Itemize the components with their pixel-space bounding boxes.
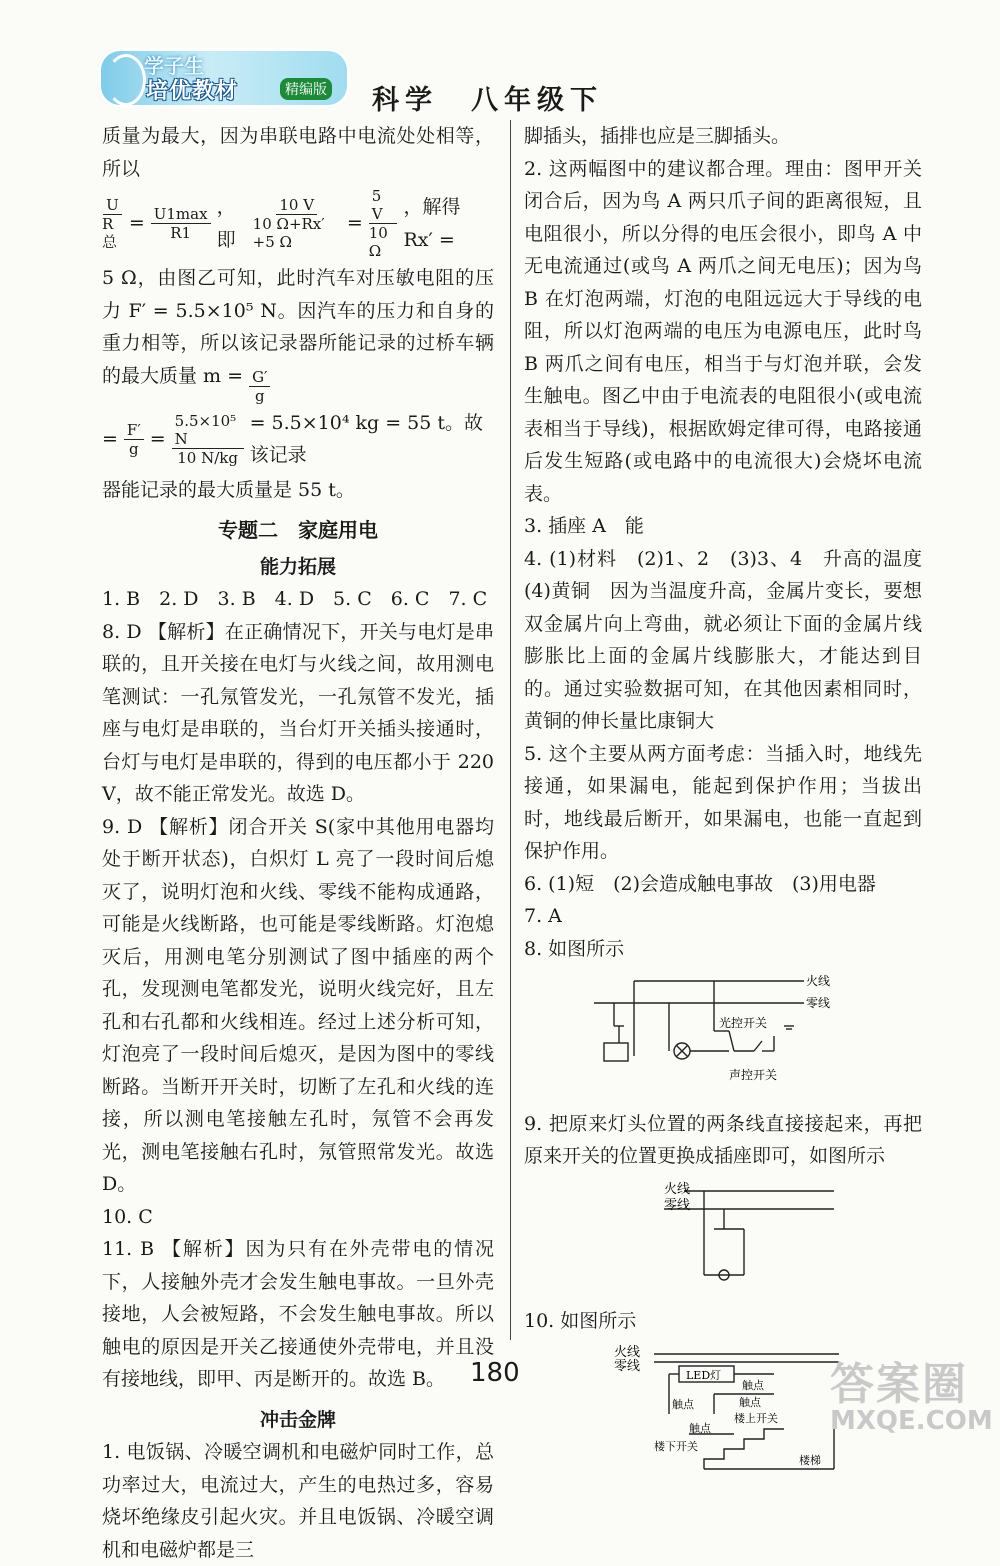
label-contact: 触点 [739, 1395, 761, 1409]
watermark-text: 答案圈 [830, 1359, 968, 1410]
page-header [0, 0, 1000, 115]
watermark [830, 1348, 993, 1438]
label-down-switch: 楼下开关 [654, 1439, 698, 1453]
label-led: LED灯 [686, 1368, 722, 1382]
answer-r5: 5. 这个主要从两方面考虑：当插入时，地线先接通，如果漏电，能起到保护作用；当拔出时，地线最后断开，如果漏电，也能一直起到保护作用。 [524, 742, 922, 862]
answer-r9: 9. 把原来灯头位置的两条线直接接起来，再把原来开关的位置更换成插座即可，如图所示 [524, 1112, 922, 1167]
label-contact: 触点 [742, 1378, 764, 1392]
fraction: $\frac{U}{\text{R总}}$ [102, 196, 123, 251]
fraction: $\frac{5 V}{10 \Omega}$ [369, 187, 398, 260]
circuit-diagram-9 [644, 1179, 844, 1289]
label-contact: 触点 [672, 1397, 694, 1411]
logo-top-text: 学子生 [144, 54, 204, 78]
label-neutral: 零线 [806, 996, 831, 1010]
right-column [524, 120, 942, 1490]
answer-r6: 6. (1)短 (2)会造成触电事故 (3)用电器 [524, 872, 876, 895]
fraction: $\frac{10 V}{10 \Omega+Rx'+5 \Omega}$ [252, 196, 325, 251]
answer-r8: 8. 如图所示 [524, 937, 625, 960]
answer-r7: 7. A [524, 905, 562, 927]
equation-1: $\frac{U}{\text{R总}}$ = $\frac{U1\max}{R1}$ ，即 $\frac{10 V}{10 \Omega+Rx'+5 \Omega}$ = $\frac{5 V}{10 \Omega}$ ，解得 Rx′ = [102, 187, 461, 260]
answer-10: 10. C [102, 1205, 153, 1228]
section-heading-gold: 冲击金牌 [259, 1408, 336, 1431]
label-live: 火线 [614, 1344, 641, 1360]
label-stairs: 楼梯 [799, 1453, 821, 1467]
left-para-2: 5 Ω，由图乙可知，此时汽车对压敏电阻的压力 F′ = 5.5×10⁵ N。因汽车的压力和自身的重力相等，所以该记录器所能记录的过桥车辆的最大质量 m = $\frac{G'}{g}$ [102, 267, 494, 405]
label-live: 火线 [806, 974, 831, 988]
left-para-1: 质量为最大，因为串联电路中电流处处相等，所以 [102, 125, 494, 180]
section-heading-ability: 能力拓展 [259, 555, 336, 578]
page-number: 180 [470, 1358, 520, 1388]
answer-9: 9. D 【解析】闭合开关 S(家中其他用电器均处于断开状态)，白炽灯 L 亮了一段时间后熄灭了，说明灯泡和火线、零线不能构成通路，可能是火线断路，也可能是零线断路。灯泡熄灭后，用测电笔分别测试了图中插座的两个孔，发现测电笔都发光，说明火线完好，且左孔和右孔都和火线相连。经过上述分析可知，灯泡亮了一段时间后熄灭，是因为图中的零线断路。当断开开关时，切断了左孔和火线的连接，所以测电笔接触左孔时，氖管不会再发光，测电笔接触右孔时，氖管照常发光。故选 D。 [102, 815, 494, 1195]
answer-r4: 4. (1)材料 (2)1、2 (3)3、4 升高的温度 (4)黄铜 因为当温度升高，金属片变长，要想双金属片向上弯曲，就必须让下面的金属片线膨胀比上面的金属片线膨胀大，才能达到目的。通过实验数据可知，在其他因素相同时，黄铜的伸长量比康铜大 [524, 547, 942, 732]
left-para-3: 器能记录的最大质量是 55 t。 [102, 478, 355, 501]
label-contact: 触点 [689, 1421, 711, 1435]
right-para-0: 脚插头，插排也应是三脚插头。 [524, 125, 791, 147]
label-up-switch: 楼上开关 [734, 1411, 778, 1425]
fraction: $\frac{\text{5.5×10⁵ N}}{10 N/kg}$ [172, 412, 244, 467]
left-column [102, 120, 494, 1566]
label-neutral: 零线 [614, 1358, 641, 1374]
gold-answer-1: 1. 电饭锅、冷暖空调机和电磁炉同时工作，总功率过大，电流过大，产生的电热过多，容易烧坏绝缘皮引起火灾。并且电饭锅、冷暖空调机和电磁炉都是三 [102, 1441, 494, 1561]
answer-11: 11. B 【解析】因为只有在外壳带电的情况下，人接触外壳才会发生触电事故。一旦外壳接地，人会被短路，不会发生触电事故。所以触电的原因是开关乙接通使外壳带电，并且没有接地线，即甲、丙是断开的。故选 B。 [102, 1238, 494, 1390]
logo-swirl-icon [106, 54, 146, 106]
fraction: $\frac{G'}{g}$ [249, 368, 270, 405]
label-live: 火线 [664, 1181, 691, 1197]
answer-r3: 3. 插座 A 能 [524, 515, 644, 537]
label-light-switch: 光控开关 [719, 1016, 768, 1030]
logo-main-text: 培优教材 [146, 79, 239, 104]
label-neutral: 零线 [664, 1197, 691, 1213]
subject-title: 科学 八年级下 [372, 85, 603, 116]
book-logo [98, 48, 350, 108]
equation-3: = $\frac{F'}{g}$ = $\frac{\text{5.5×10⁵ N}}{10 N/kg}$ = 5.5×10⁴ kg = 55 t。故该记录 [102, 411, 484, 467]
answer-8: 8. D 【解析】在正确情况下，开关与电灯是串联的，且开关接在电灯与火线之间，故用测电笔测试：一孔氖管发光，一孔氖管不发光，插座与电灯是串联的，当台灯开关插头接通时，台灯与电灯是串联的，得到的电压都小于 220 V，故不能正常发光。故选 D。 [102, 620, 494, 805]
column-divider [510, 120, 511, 1340]
answers-1-7: 1. B 2. D 3. B 4. D 5. C 6. C 7. C [102, 588, 488, 610]
fraction: $\frac{U1\max}{R1}$ [151, 205, 211, 242]
answer-r10: 10. 如图所示 [524, 1310, 637, 1332]
watermark-url: MXQE.COM [830, 1406, 993, 1436]
circuit-diagram-8 [594, 971, 894, 1091]
answer-r2: 2. 这两幅图中的建议都合理。理由：图甲开关闭合后，因为鸟 A 两只爪子间的距离很短，且电阻很小，所以分得的电压会很小，即鸟 A 中无电流通过(或鸟 A 两爪之间无电压)；因为鸟 B 在灯泡两端，灯泡的电阻远远大于导线的电阻，所以灯泡两端的电压为电源电压，此时鸟 B 两爪之间有电压，相当于与灯泡并联，会发生触电。图乙中由于电流表的电阻很小(或电流表相当于导线)，根据欧姆定律可得，电路接通后发生短路(或电路中的电流很大)会烧坏电流表。 [524, 157, 922, 505]
circuit-diagram-10 [614, 1344, 844, 1474]
topic-heading: 专题二 家庭用电 [218, 518, 378, 542]
label-sound-switch: 声控开关 [729, 1068, 778, 1082]
logo-badge: 精编版 [280, 78, 332, 100]
fraction: $\frac{F'}{g}$ [124, 421, 144, 458]
